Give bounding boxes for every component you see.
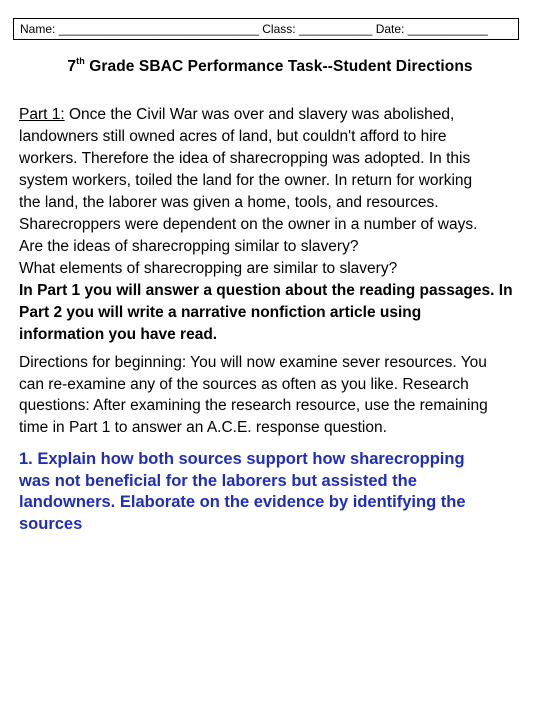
part1-instruction-line: In Part 1 you will answer a question about the reading passages. In [19,282,513,299]
part1-line: What elements of sharecropping are similar to slavery? [19,260,398,277]
directions-section [19,352,525,438]
part1-section [19,104,525,346]
part1-label: Part 1: [19,106,65,123]
question-line: 1. Explain how both sources support how sharecropping [19,450,465,468]
part1-line: workers. Therefore the idea of sharecropping was adopted. In this [19,150,471,167]
class-label: Class: [262,22,296,36]
class-blank: ___________ [298,22,373,36]
date-blank: ____________ [407,22,488,36]
name-label: Name: [20,22,56,36]
part1-line [19,104,525,126]
part1-line: Are the ideas of sharecropping similar to slavery? [19,238,359,255]
student-info-header [13,18,519,40]
directions-line: questions: After examining the research resource, use the remaining [19,397,488,414]
part1-instruction-line: Part 2 you will write a narrative nonfiction article using [19,304,422,321]
title-text: Grade SBAC Performance Task--Student Directions [84,58,473,76]
part1-line: the land, the laborer was given a home, tools, and resources. [19,194,439,211]
question-line: sources [19,514,83,533]
name-blank: ______________________________ [58,22,259,36]
question-prompt [19,449,525,535]
part1-line: landowners still owned acres of land, but couldn't afford to hire [19,128,447,145]
page-title [0,57,540,76]
question-line: landowners. Elaborate on the evidence by identifying the [19,493,466,511]
title-superscript: th [76,56,85,66]
part1-instruction-line: information you have read. [19,326,218,343]
question-line: was not beneficial for the laborers but assisted the [19,471,417,490]
directions-line: time in Part 1 to answer an A.C.E. response question. [19,418,387,436]
date-label: Date: [375,22,405,36]
title-grade-number: 7 [67,58,77,76]
directions-line: Directions for beginning: You will now examine sever resources. You [19,354,487,371]
part1-line: system workers, toiled the land for the owner. In return for working [19,172,473,189]
directions-line: can re-examine any of the sources as often as you like. Research [19,375,469,393]
part1-line: Sharecroppers were dependent on the owner in a number of ways. [19,216,478,233]
part1-line-text: Once the Civil War was over and slavery was abolished, [64,106,455,123]
